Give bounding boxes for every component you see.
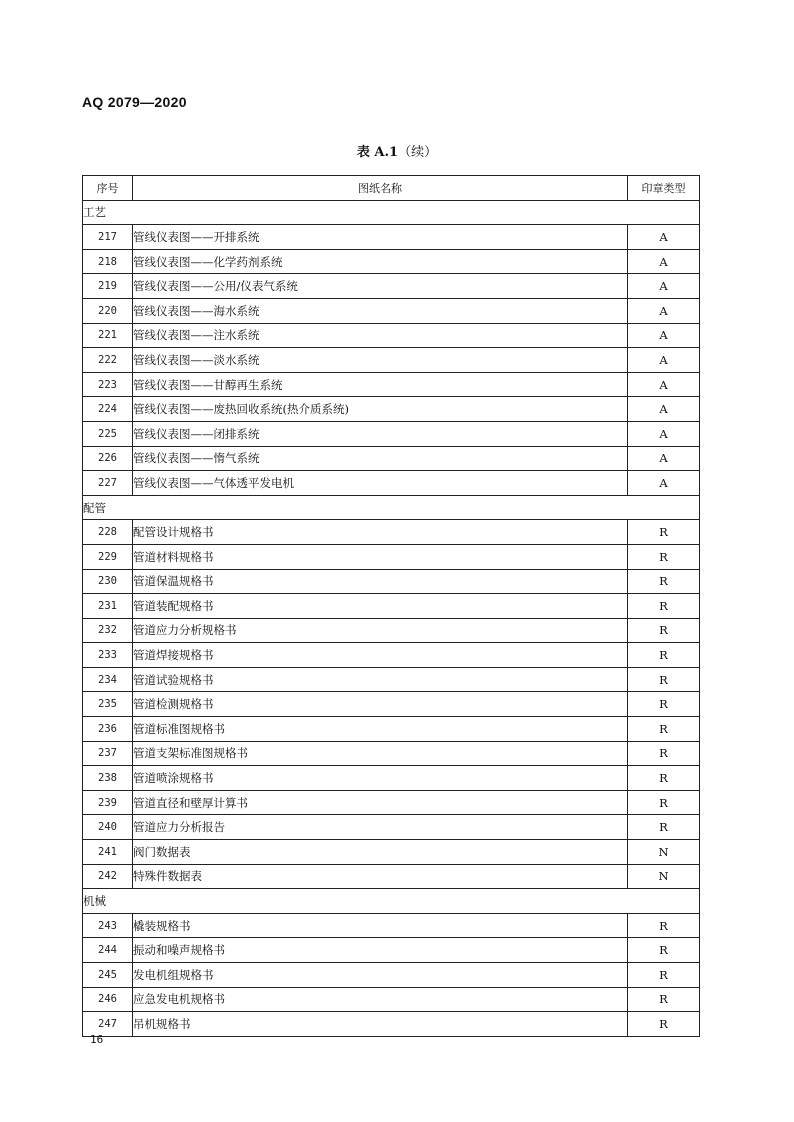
drawing-name: 管道支架标准图规格书 [133, 741, 628, 766]
drawing-name: 管道检测规格书 [133, 692, 628, 717]
drawing-name: 管线仪表图——废热回收系统(热介质系统) [133, 397, 628, 422]
row-number: 239 [83, 790, 133, 815]
table-row [83, 225, 700, 250]
drawing-list-table [82, 175, 700, 1037]
stamp-type: R [628, 544, 700, 569]
row-number: 227 [83, 471, 133, 496]
table-row [83, 348, 700, 373]
row-number: 243 [83, 913, 133, 938]
row-number: 242 [83, 864, 133, 889]
table-row [83, 594, 700, 619]
column-header-seq: 序号 [83, 176, 133, 201]
drawing-name: 特殊件数据表 [133, 864, 628, 889]
drawing-name: 管道直径和壁厚计算书 [133, 790, 628, 815]
drawing-name: 橇装规格书 [133, 913, 628, 938]
row-number: 231 [83, 594, 133, 619]
drawing-name: 吊机规格书 [133, 1012, 628, 1037]
stamp-type: R [628, 618, 700, 643]
stamp-type: R [628, 667, 700, 692]
section-title: 机械 [83, 889, 700, 914]
drawing-name: 管线仪表图——化学药剂系统 [133, 249, 628, 274]
stamp-type: R [628, 963, 700, 988]
row-number: 244 [83, 938, 133, 963]
drawing-name: 管线仪表图——公用/仪表气系统 [133, 274, 628, 299]
table-row [83, 717, 700, 742]
section-row [83, 495, 700, 520]
row-number: 223 [83, 372, 133, 397]
table-row [83, 766, 700, 791]
row-number: 224 [83, 397, 133, 422]
stamp-type: A [628, 274, 700, 299]
table-row [83, 1012, 700, 1037]
stamp-type: A [628, 397, 700, 422]
stamp-type: A [628, 421, 700, 446]
row-number: 228 [83, 520, 133, 545]
stamp-type: A [628, 225, 700, 250]
table-row [83, 249, 700, 274]
row-number: 220 [83, 298, 133, 323]
stamp-type: R [628, 1012, 700, 1037]
table-row [83, 913, 700, 938]
table-row [83, 741, 700, 766]
drawing-name: 管道保温规格书 [133, 569, 628, 594]
table-row [83, 667, 700, 692]
column-header-stamp: 印章类型 [628, 176, 700, 201]
table-header-row [83, 176, 700, 201]
table-row [83, 987, 700, 1012]
drawing-name: 管线仪表图——惰气系统 [133, 446, 628, 471]
stamp-type: R [628, 692, 700, 717]
table-row [83, 274, 700, 299]
stamp-type: R [628, 717, 700, 742]
row-number: 219 [83, 274, 133, 299]
drawing-name: 管线仪表图——开排系统 [133, 225, 628, 250]
drawing-name: 管道喷涂规格书 [133, 766, 628, 791]
table-row [83, 938, 700, 963]
table-row [83, 471, 700, 496]
section-row [83, 200, 700, 225]
stamp-type: A [628, 372, 700, 397]
table-title-label: 表 A.1 [356, 145, 399, 160]
standard-code: AQ 2079—2020 [82, 94, 187, 110]
stamp-type: A [628, 323, 700, 348]
table-row [83, 815, 700, 840]
stamp-type: N [628, 840, 700, 865]
drawing-name: 应急发电机规格书 [133, 987, 628, 1012]
table-row [83, 643, 700, 668]
row-number: 229 [83, 544, 133, 569]
row-number: 234 [83, 667, 133, 692]
stamp-type: R [628, 594, 700, 619]
stamp-type: N [628, 864, 700, 889]
table-row [83, 618, 700, 643]
stamp-type: R [628, 815, 700, 840]
row-number: 237 [83, 741, 133, 766]
drawing-name: 管线仪表图——海水系统 [133, 298, 628, 323]
drawing-name: 管道试验规格书 [133, 667, 628, 692]
drawing-name: 管道应力分析报告 [133, 815, 628, 840]
table-title [0, 141, 794, 160]
row-number: 226 [83, 446, 133, 471]
stamp-type: A [628, 298, 700, 323]
table-row [83, 323, 700, 348]
stamp-type: A [628, 249, 700, 274]
row-number: 233 [83, 643, 133, 668]
stamp-type: A [628, 471, 700, 496]
table-row [83, 372, 700, 397]
stamp-type: R [628, 766, 700, 791]
table-row [83, 446, 700, 471]
stamp-type: R [628, 643, 700, 668]
table-row [83, 520, 700, 545]
drawing-name: 阀门数据表 [133, 840, 628, 865]
drawing-name: 发电机组规格书 [133, 963, 628, 988]
drawing-name: 管道装配规格书 [133, 594, 628, 619]
row-number: 230 [83, 569, 133, 594]
stamp-type: A [628, 348, 700, 373]
stamp-type: R [628, 938, 700, 963]
stamp-type: R [628, 913, 700, 938]
table-row [83, 421, 700, 446]
drawing-name: 管线仪表图——注水系统 [133, 323, 628, 348]
row-number: 247 [83, 1012, 133, 1037]
table-row [83, 298, 700, 323]
row-number: 240 [83, 815, 133, 840]
table-row [83, 840, 700, 865]
table-row [83, 544, 700, 569]
table-title-suffix: （续） [398, 145, 438, 160]
drawing-name: 管道材料规格书 [133, 544, 628, 569]
row-number: 222 [83, 348, 133, 373]
table-row [83, 864, 700, 889]
drawing-name: 管线仪表图——甘醇再生系统 [133, 372, 628, 397]
drawing-name: 管线仪表图——闭排系统 [133, 421, 628, 446]
stamp-type: R [628, 741, 700, 766]
table-row [83, 963, 700, 988]
stamp-type: R [628, 987, 700, 1012]
row-number: 246 [83, 987, 133, 1012]
row-number: 232 [83, 618, 133, 643]
stamp-type: R [628, 520, 700, 545]
stamp-type: R [628, 790, 700, 815]
row-number: 245 [83, 963, 133, 988]
row-number: 241 [83, 840, 133, 865]
row-number: 221 [83, 323, 133, 348]
drawing-name: 振动和噪声规格书 [133, 938, 628, 963]
stamp-type: R [628, 569, 700, 594]
row-number: 225 [83, 421, 133, 446]
row-number: 238 [83, 766, 133, 791]
row-number: 218 [83, 249, 133, 274]
section-title: 配管 [83, 495, 700, 520]
drawing-name: 管线仪表图——淡水系统 [133, 348, 628, 373]
row-number: 236 [83, 717, 133, 742]
drawing-name: 配管设计规格书 [133, 520, 628, 545]
stamp-type: A [628, 446, 700, 471]
table-row [83, 397, 700, 422]
table-row [83, 692, 700, 717]
section-row [83, 889, 700, 914]
drawing-name: 管道应力分析规格书 [133, 618, 628, 643]
column-header-name: 图纸名称 [133, 176, 628, 201]
drawing-name: 管线仪表图——气体透平发电机 [133, 471, 628, 496]
drawing-name: 管道标准图规格书 [133, 717, 628, 742]
table-row [83, 790, 700, 815]
drawing-name: 管道焊接规格书 [133, 643, 628, 668]
page-number: 16 [90, 1033, 104, 1046]
row-number: 235 [83, 692, 133, 717]
row-number: 217 [83, 225, 133, 250]
table-row [83, 569, 700, 594]
section-title: 工艺 [83, 200, 700, 225]
table-body [83, 200, 700, 1036]
